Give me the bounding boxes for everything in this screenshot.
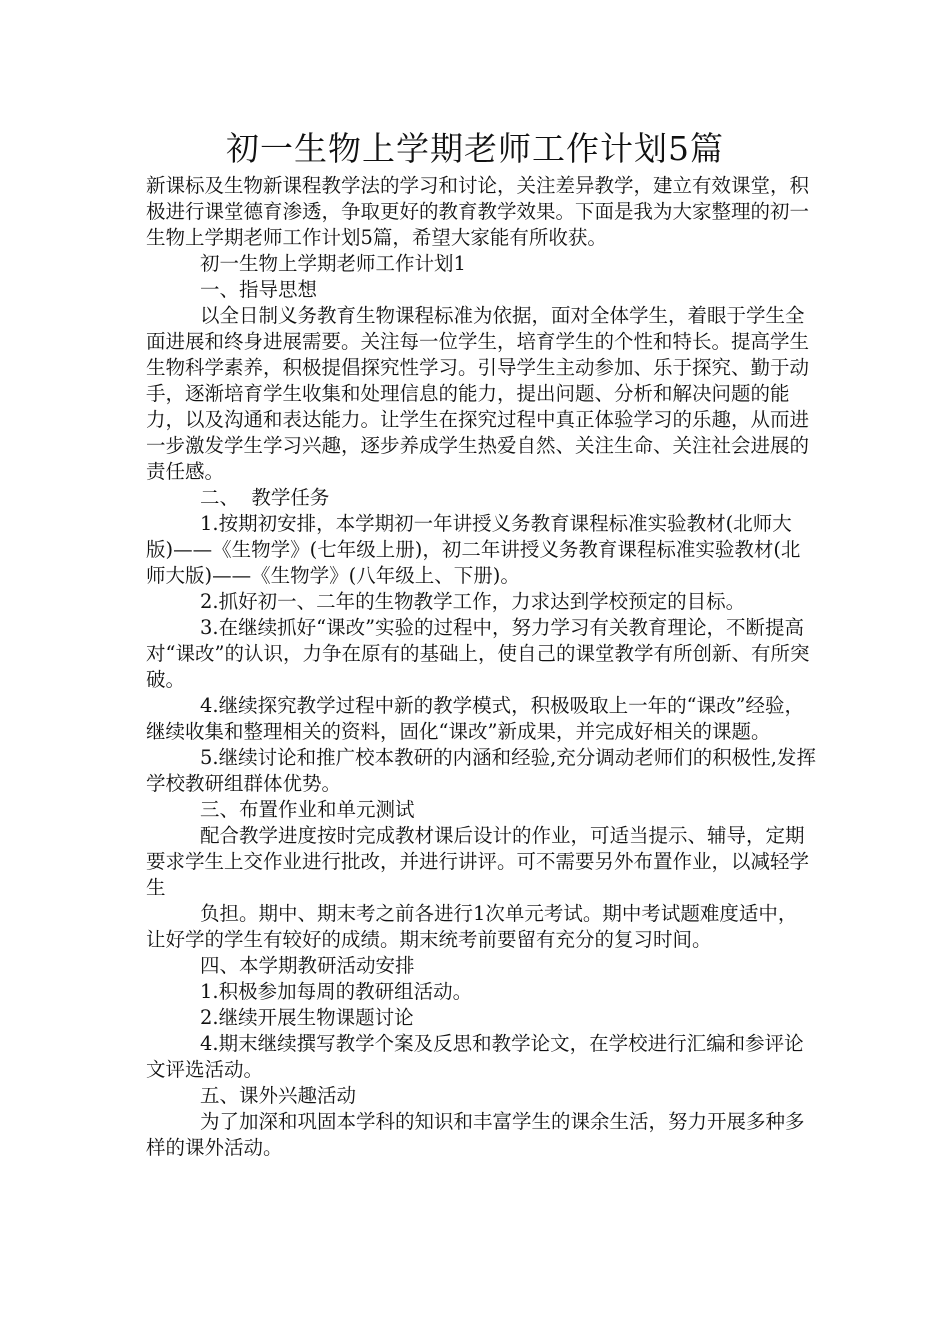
document-body [146,173,816,1161]
paragraph: 5.继续讨论和推广校本教研的内涵和经验,充分调动老师们的积极性,发挥学校教研组群体优势。 [146,746,817,795]
paragraph: 3.在继续抓好“课改”实验的过程中，努力学习有关教育理论，不断提高对“课改”的认识，力争在原有的基础上，使自己的课堂教学有所创新、有所突破。 [146,616,810,691]
paragraph: 二、 教学任务 [200,486,330,509]
paragraph: 三、布置作业和单元测试 [200,798,415,821]
paragraph: 五、课外兴趣活动 [200,1084,357,1107]
paragraph: 四、本学期教研活动安排 [200,954,415,977]
paragraph: 1.积极参加每周的教研组活动。 [200,980,473,1003]
paragraph: 以全日制义务教育生物课程标准为依据，面对全体学生，着眼于学生全面进展和终身进展需要。关注每一位学生，培育学生的个性和特长。提高学生生物科学素养，积极提倡探究性学习。引导学生主动参加、乐于探究、勤于动手，逐渐培育学生收集和处理信息的能力，提出问题、分析和解决问题的能力，以及沟通和表达能力。让学生在探究过程中真正体验学习的乐趣，从而进一步激发学生学习兴趣，逐步养成学生热爱自然、关注生命、关注社会进展的责任感。 [146,304,810,483]
paragraph: 2.抓好初一、二年的生物教学工作，力求达到学校预定的目标。 [200,590,746,613]
paragraph: 一、指导思想 [200,278,318,301]
paragraph: 配合教学进度按时完成教材课后设计的作业，可适当提示、辅导，定期要求学生上交作业进行批改，并进行讲评。可不需要另外布置作业，以减轻学生 [146,824,810,899]
document-title: 初一生物上学期老师工作计划5篇 [226,129,724,168]
paragraph: 2.继续开展生物课题讨论 [200,1006,414,1029]
paragraph: 4.期末继续撰写教学个案及反思和教学论文，在学校进行汇编和参评论文评选活动。 [146,1032,804,1081]
paragraph: 新课标及生物新课程教学法的学习和讨论，关注差异教学，建立有效课堂，积极进行课堂德育渗透，争取更好的教育教学效果。下面是我为大家整理的初一生物上学期老师工作计划5篇，希望大家能有所收获。 [146,174,810,249]
paragraph: 4.继续探究教学过程中新的教学模式，积极吸取上一年的“课改”经验，继续收集和整理相关的资料，固化“课改”新成果，并完成好相关的课题。 [146,694,805,743]
paragraph: 初一生物上学期老师工作计划1 [200,252,466,275]
paragraph: 1.按期初安排，本学期初一年讲授义务教育课程标准实验教材(北师大版)——《生物学》(七年级上册)，初二年讲授义务教育课程标准实验教材(北师大版)——《生物学》(八年级上、下册)。 [146,512,801,587]
paragraph: 为了加深和巩固本学科的知识和丰富学生的课余生活，努力开展多种多样的课外活动。 [146,1110,805,1159]
paragraph: 负担。期中、期末考之前各进行1次单元考试。期中考试题难度适中，让好学的学生有较好的成绩。期末统考前要留有充分的复习时间。 [146,902,798,951]
